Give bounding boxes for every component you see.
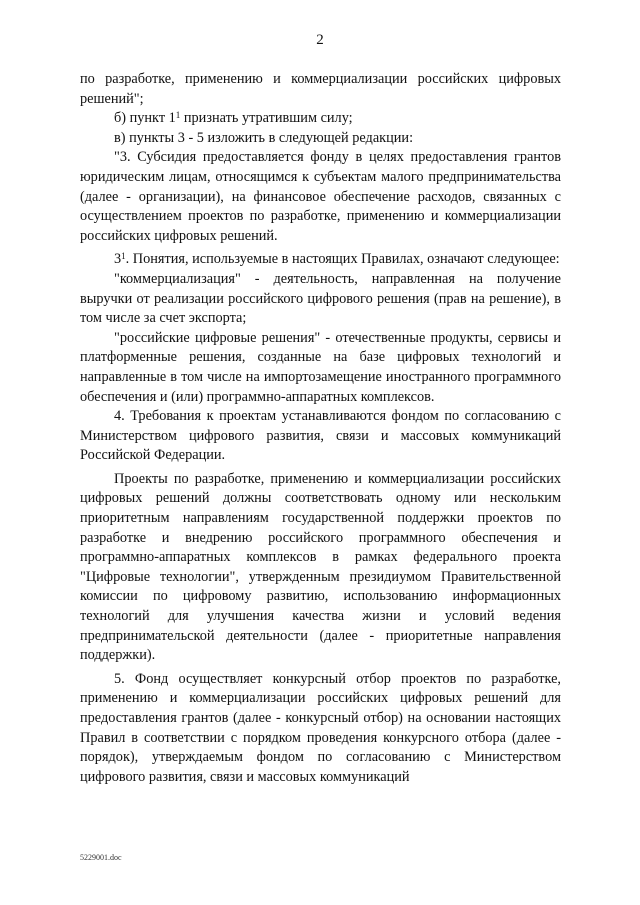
paragraph-item-v: в) пункты 3 - 5 изложить в следующей редакции:	[114, 129, 414, 146]
paragraph-continuation: по разработке, применению и коммерциализации российских цифровых решений";	[80, 71, 561, 107]
clause-3-1-text: . Понятия, используемые в настоящих Правилах, означают следующее:	[125, 251, 560, 268]
footer-filename: 5229001.doc	[80, 853, 122, 862]
paragraph-item-b-before: б) пункт 1	[114, 110, 176, 127]
superscript-marker: 1	[121, 251, 126, 262]
paragraph-clause-4: 4. Требования к проектам устанавливаются фондом по согласованию с Министерством цифрового развития, связи и массовых коммуникаций Российской Федерации.	[80, 408, 561, 464]
page-number: 2	[316, 32, 324, 48]
paragraph-item-b	[80, 109, 561, 129]
paragraph-clause-5: 5. Фонд осуществляет конкурсный отбор проектов по разработке, применению и коммерциализации российских цифровых решений для предоставления грантов (далее - конкурсный отбор) на основании настоящих Правил в соответствии с порядком проведения конкурсного отбора (далее - порядок), утверждаемым фондом по согласованию с Министерством цифрового развития, связи и массовых коммуникаций	[80, 670, 561, 785]
clause-3-1-number: 3	[114, 251, 122, 268]
definition-commercialization: "коммерциализация" - деятельность, направленная на получение выручки от реализации российского цифрового решения (прав на решение), в том числе за счет экспорта;	[80, 270, 561, 327]
superscript-marker: 1	[175, 110, 181, 121]
paragraph-clause-3-1	[80, 250, 561, 270]
paragraph-projects-requirements: Проекты по разработке, применению и коммерциализации российских цифровых решений должны соответствовать одному или нескольким приоритетным направлениям государственной поддержки проектов по разработке и внедрению российского программного обеспечения и программно-аппаратных комплексов в рамках федерального проекта "Цифровые технологии", утвержденным президиумом Правительственной комиссии по цифровому развитию, использованию информационных технологий для улучшения качества жизни и условий ведения предпринимательской деятельности (далее - приоритетные направления поддержки).	[80, 470, 561, 664]
definition-digital-solutions: "российские цифровые решения" - отечественные продукты, сервисы и платформенные решения, созданные на базе цифровых технологий и направленные в том числе на импортозамещение иностранного программного обеспечения и (или) программно-аппаратных комплексов.	[80, 329, 561, 405]
paragraph-clause-3: "3. Субсидия предоставляется фонду в целях предоставления грантов юридическим лицам, относящимся к субъектам малого предпринимательства (далее - организации), на финансовое обеспечение расходов, связанных с осуществлением проектов по разработке, применению и коммерциализации российских цифровых решений.	[80, 149, 561, 244]
paragraph-item-b-after: признать утратившим силу;	[180, 110, 353, 127]
document-body	[80, 70, 561, 787]
